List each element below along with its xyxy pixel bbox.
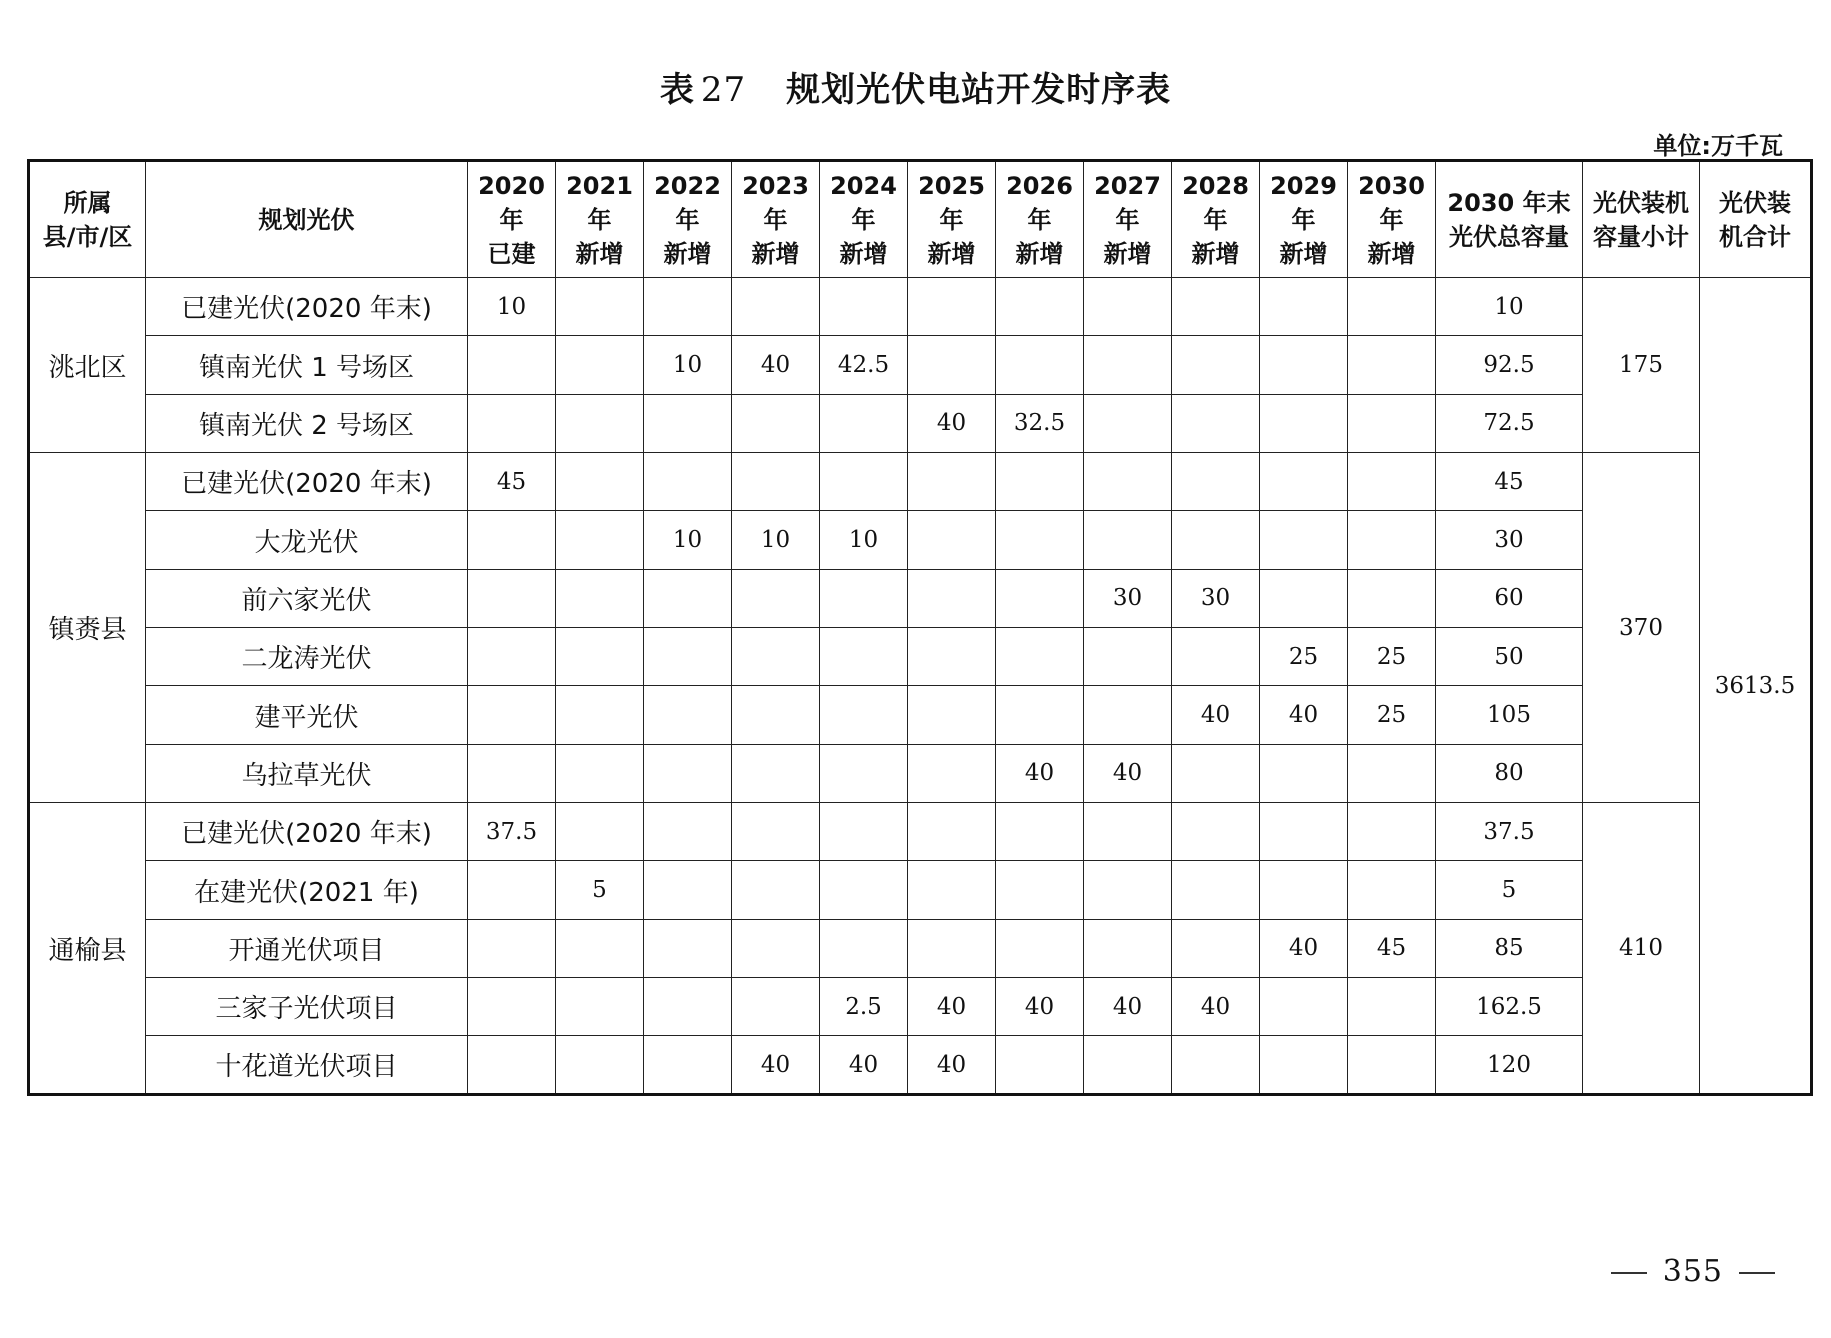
header-2022: 2022 年 新增 (644, 161, 732, 278)
year-value-cell: 10 (644, 336, 732, 394)
year-value-cell (1348, 569, 1436, 627)
station-name-cell: 在建光伏(2021 年) (146, 861, 468, 919)
year-value-cell: 45 (1348, 919, 1436, 977)
year-value-cell (468, 336, 556, 394)
year-value-cell (820, 394, 908, 452)
total-capacity-cell: 162.5 (1436, 978, 1583, 1036)
year-value-cell (820, 919, 908, 977)
year-value-cell (996, 861, 1084, 919)
station-name-cell: 三家子光伏项目 (146, 978, 468, 1036)
year-value-cell (820, 861, 908, 919)
year-value-cell (644, 453, 732, 511)
station-name-cell: 十花道光伏项目 (146, 1036, 468, 1095)
year-value-cell (1172, 1036, 1260, 1095)
year-value-cell (468, 919, 556, 977)
year-value-cell (1084, 1036, 1172, 1095)
year-value-cell (996, 628, 1084, 686)
year-value-cell: 10 (644, 511, 732, 569)
year-value-cell (732, 861, 820, 919)
year-value-cell (1172, 628, 1260, 686)
year-value-cell (556, 919, 644, 977)
year-value-cell (908, 511, 996, 569)
header-2025: 2025 年 新增 (908, 161, 996, 278)
total-capacity-cell: 30 (1436, 511, 1583, 569)
station-name-cell: 镇南光伏 2 号场区 (146, 394, 468, 452)
table-row (29, 861, 1812, 919)
year-value-cell: 25 (1348, 686, 1436, 744)
year-value-cell (1172, 336, 1260, 394)
year-value-cell (820, 278, 908, 336)
header-county: 所属 县/市/区 (29, 161, 146, 278)
year-value-cell: 40 (732, 336, 820, 394)
year-value-cell (468, 744, 556, 802)
year-value-cell (1172, 394, 1260, 452)
year-value-cell (1260, 861, 1348, 919)
year-value-cell (820, 803, 908, 861)
total-capacity-cell: 45 (1436, 453, 1583, 511)
year-value-cell (556, 803, 644, 861)
station-name-cell: 已建光伏(2020 年末) (146, 803, 468, 861)
year-value-cell (556, 336, 644, 394)
page-number-text: 355 (1662, 1254, 1723, 1289)
table-title (0, 62, 1831, 111)
year-value-cell (732, 628, 820, 686)
unit-label: 单位:万千瓦 (1653, 132, 1783, 160)
year-value-cell (1172, 744, 1260, 802)
total-capacity-cell: 60 (1436, 569, 1583, 627)
header-2023: 2023 年 新增 (732, 161, 820, 278)
year-value-cell (468, 511, 556, 569)
year-value-cell (1084, 394, 1172, 452)
year-value-cell (996, 336, 1084, 394)
grand-total-cell: 3613.5 (1700, 278, 1812, 1095)
year-value-cell: 37.5 (468, 803, 556, 861)
year-value-cell (1260, 278, 1348, 336)
year-value-cell (644, 744, 732, 802)
year-value-cell (1348, 744, 1436, 802)
station-name-cell: 镇南光伏 1 号场区 (146, 336, 468, 394)
table-row (29, 569, 1812, 627)
year-value-cell: 25 (1348, 628, 1436, 686)
year-value-cell: 40 (1172, 686, 1260, 744)
year-value-cell: 10 (732, 511, 820, 569)
year-value-cell (1084, 628, 1172, 686)
year-value-cell: 30 (1084, 569, 1172, 627)
year-value-cell (732, 978, 820, 1036)
year-value-cell (1260, 803, 1348, 861)
dash-left (1611, 1272, 1647, 1274)
title-text: 规划光伏电站开发时序表 (786, 70, 1172, 110)
pv-schedule-table (27, 159, 1813, 1096)
table-row (29, 1036, 1812, 1095)
year-value-cell (556, 744, 644, 802)
year-value-cell: 10 (820, 511, 908, 569)
year-value-cell (996, 686, 1084, 744)
year-value-cell (908, 686, 996, 744)
year-value-cell (1348, 803, 1436, 861)
header-2021: 2021 年 新增 (556, 161, 644, 278)
year-value-cell (1172, 803, 1260, 861)
year-value-cell (820, 569, 908, 627)
year-value-cell (644, 861, 732, 919)
year-value-cell (644, 1036, 732, 1095)
total-capacity-cell: 80 (1436, 744, 1583, 802)
year-value-cell: 40 (996, 744, 1084, 802)
total-capacity-cell: 105 (1436, 686, 1583, 744)
year-value-cell (644, 569, 732, 627)
table-row (29, 628, 1812, 686)
year-value-cell (996, 1036, 1084, 1095)
year-value-cell (1084, 511, 1172, 569)
station-name-cell: 二龙涛光伏 (146, 628, 468, 686)
year-value-cell (1260, 569, 1348, 627)
year-value-cell: 40 (908, 978, 996, 1036)
year-value-cell (1260, 336, 1348, 394)
year-value-cell: 40 (1084, 978, 1172, 1036)
year-value-cell (908, 278, 996, 336)
header-2024: 2024 年 新增 (820, 161, 908, 278)
year-value-cell: 40 (996, 978, 1084, 1036)
station-name-cell: 开通光伏项目 (146, 919, 468, 977)
year-value-cell: 40 (908, 1036, 996, 1095)
year-value-cell (908, 919, 996, 977)
year-value-cell (1084, 803, 1172, 861)
year-value-cell (908, 803, 996, 861)
year-value-cell (556, 569, 644, 627)
year-value-cell: 40 (908, 394, 996, 452)
county-cell: 镇赉县 (29, 453, 146, 803)
year-value-cell: 10 (468, 278, 556, 336)
total-capacity-cell: 120 (1436, 1036, 1583, 1095)
dash-right (1739, 1272, 1775, 1274)
year-value-cell (732, 744, 820, 802)
header-2029: 2029 年 新增 (1260, 161, 1348, 278)
table-row (29, 511, 1812, 569)
year-value-cell (1172, 919, 1260, 977)
year-value-cell (468, 1036, 556, 1095)
year-value-cell: 2.5 (820, 978, 908, 1036)
year-value-cell (556, 1036, 644, 1095)
year-value-cell (996, 278, 1084, 336)
year-value-cell (1172, 861, 1260, 919)
year-value-cell (1260, 978, 1348, 1036)
year-value-cell (1348, 1036, 1436, 1095)
header-total: 2030 年末 光伏总容量 (1436, 161, 1583, 278)
year-value-cell (556, 278, 644, 336)
subtotal-cell: 370 (1583, 453, 1700, 803)
year-value-cell (732, 803, 820, 861)
year-value-cell (644, 278, 732, 336)
year-value-cell (644, 919, 732, 977)
county-cell: 洮北区 (29, 278, 146, 453)
year-value-cell (908, 336, 996, 394)
year-value-cell (556, 394, 644, 452)
year-value-cell (1084, 861, 1172, 919)
total-capacity-cell: 85 (1436, 919, 1583, 977)
header-subtotal: 光伏装机 容量小计 (1583, 161, 1700, 278)
subtotal-cell: 175 (1583, 278, 1700, 453)
year-value-cell (996, 453, 1084, 511)
year-value-cell (732, 569, 820, 627)
year-value-cell (1260, 511, 1348, 569)
table-row (29, 803, 1812, 861)
year-value-cell: 5 (556, 861, 644, 919)
table-row (29, 919, 1812, 977)
subtotal-cell: 410 (1583, 803, 1700, 1095)
year-value-cell (1084, 453, 1172, 511)
year-value-cell (1084, 919, 1172, 977)
year-value-cell: 40 (1084, 744, 1172, 802)
year-value-cell (1348, 394, 1436, 452)
year-value-cell (1348, 978, 1436, 1036)
year-value-cell (468, 686, 556, 744)
year-value-cell (644, 978, 732, 1036)
total-capacity-cell: 10 (1436, 278, 1583, 336)
year-value-cell (820, 453, 908, 511)
station-name-cell: 乌拉草光伏 (146, 744, 468, 802)
year-value-cell (468, 861, 556, 919)
year-value-cell: 45 (468, 453, 556, 511)
year-value-cell (644, 394, 732, 452)
year-value-cell (1084, 278, 1172, 336)
year-value-cell: 32.5 (996, 394, 1084, 452)
year-value-cell (1348, 511, 1436, 569)
year-value-cell (556, 686, 644, 744)
table-row (29, 336, 1812, 394)
year-value-cell (732, 919, 820, 977)
table-row (29, 686, 1812, 744)
header-station: 规划光伏 (146, 161, 468, 278)
station-name-cell: 已建光伏(2020 年末) (146, 278, 468, 336)
header-2026: 2026 年 新增 (996, 161, 1084, 278)
year-value-cell (644, 628, 732, 686)
station-name-cell: 建平光伏 (146, 686, 468, 744)
year-value-cell (908, 628, 996, 686)
year-value-cell (468, 394, 556, 452)
county-cell: 通榆县 (29, 803, 146, 1095)
year-value-cell (1260, 394, 1348, 452)
year-value-cell (1348, 336, 1436, 394)
title-prefix: 表 (659, 70, 695, 110)
title-number: 27 (700, 70, 747, 110)
table-row (29, 394, 1812, 452)
year-value-cell (468, 628, 556, 686)
year-value-cell (1172, 511, 1260, 569)
year-value-cell (1348, 278, 1436, 336)
header-2028: 2028 年 新增 (1172, 161, 1260, 278)
header-2020: 2020 年 已建 (468, 161, 556, 278)
year-value-cell: 40 (732, 1036, 820, 1095)
header-2027: 2027 年 新增 (1084, 161, 1172, 278)
year-value-cell (1260, 453, 1348, 511)
year-value-cell (1348, 861, 1436, 919)
total-capacity-cell: 5 (1436, 861, 1583, 919)
year-value-cell (1172, 453, 1260, 511)
header-grand-total: 光伏装 机合计 (1700, 161, 1812, 278)
year-value-cell: 40 (820, 1036, 908, 1095)
year-value-cell (820, 628, 908, 686)
total-capacity-cell: 37.5 (1436, 803, 1583, 861)
total-capacity-cell: 72.5 (1436, 394, 1583, 452)
year-value-cell (468, 978, 556, 1036)
year-value-cell (468, 569, 556, 627)
year-value-cell: 40 (1260, 919, 1348, 977)
year-value-cell (732, 278, 820, 336)
year-value-cell (908, 861, 996, 919)
year-value-cell (556, 978, 644, 1036)
year-value-cell (996, 569, 1084, 627)
year-value-cell (996, 919, 1084, 977)
total-capacity-cell: 92.5 (1436, 336, 1583, 394)
year-value-cell (908, 569, 996, 627)
station-name-cell: 大龙光伏 (146, 511, 468, 569)
year-value-cell (1348, 453, 1436, 511)
table-row (29, 744, 1812, 802)
year-value-cell (556, 628, 644, 686)
station-name-cell: 前六家光伏 (146, 569, 468, 627)
year-value-cell (908, 453, 996, 511)
year-value-cell (1260, 744, 1348, 802)
year-value-cell: 40 (1260, 686, 1348, 744)
year-value-cell (1260, 1036, 1348, 1095)
table-row (29, 453, 1812, 511)
total-capacity-cell: 50 (1436, 628, 1583, 686)
page-number (1595, 1254, 1791, 1289)
year-value-cell (732, 686, 820, 744)
year-value-cell: 42.5 (820, 336, 908, 394)
year-value-cell: 25 (1260, 628, 1348, 686)
year-value-cell: 40 (1172, 978, 1260, 1036)
year-value-cell (996, 511, 1084, 569)
year-value-cell (1084, 336, 1172, 394)
year-value-cell (908, 744, 996, 802)
station-name-cell: 已建光伏(2020 年末) (146, 453, 468, 511)
header-2030: 2030 年 新增 (1348, 161, 1436, 278)
year-value-cell (996, 803, 1084, 861)
year-value-cell (1172, 278, 1260, 336)
table-row (29, 278, 1812, 336)
header-row (29, 161, 1812, 278)
year-value-cell (820, 744, 908, 802)
year-value-cell (732, 453, 820, 511)
year-value-cell: 30 (1172, 569, 1260, 627)
year-value-cell (556, 511, 644, 569)
year-value-cell (644, 686, 732, 744)
year-value-cell (1084, 686, 1172, 744)
year-value-cell (820, 686, 908, 744)
year-value-cell (732, 394, 820, 452)
table-body (29, 278, 1812, 1095)
table-row (29, 978, 1812, 1036)
year-value-cell (644, 803, 732, 861)
year-value-cell (556, 453, 644, 511)
